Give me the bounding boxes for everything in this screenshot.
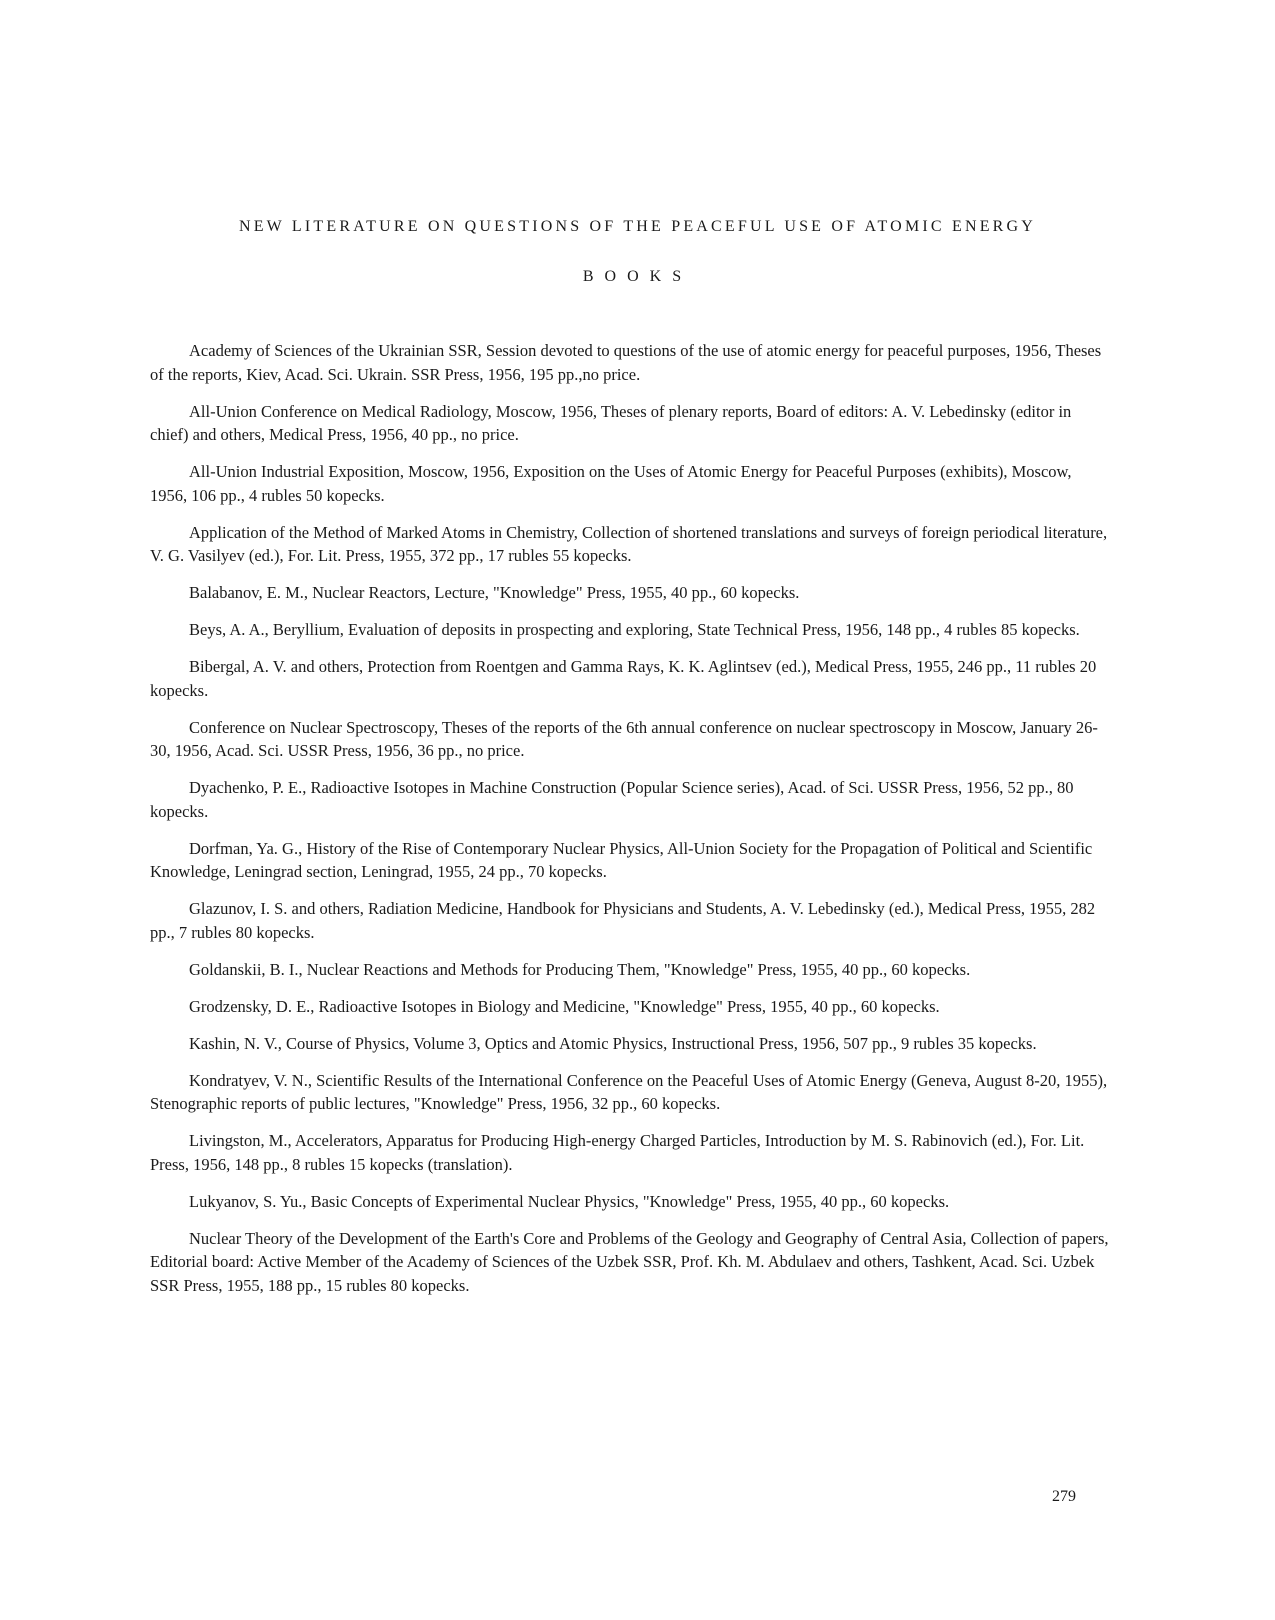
bibliography-entry: Bibergal, A. V. and others, Protection from Roentgen and Gamma Rays, K. K. Aglintsev (ed.), Medical Press, 1955, 246 pp., 11 rubles 20 kopecks. [150, 657, 1097, 700]
bibliography-entry: Application of the Method of Marked Atoms in Chemistry, Collection of shortened translations and surveys of foreign periodical literature, V. G. Vasilyev (ed.), For. Lit. Press, 1955, 372 pp., 17 rubles 55 kopecks. [150, 522, 1108, 565]
bibliography-entry: Academy of Sciences of the Ukrainian SSR, Session devoted to questions of the use of atomic energy for peaceful purposes, 1956, Theses of the reports, Kiev, Acad. Sci. Ukrain. SSR Press, 1956, 195 pp.,no price. [150, 341, 1102, 384]
bibliography-entry: Nuclear Theory of the Development of the Earth's Core and Problems of the Geology and Geography of Central Asia, Collection of papers, Editorial board: Active Member of the Academy of Sciences of the Uzbek SSR, Prof. Kh. M. Abdulaev and others, Tashkent, Acad. Sci. Uzbek SSR Press, 1955, 188 pp., 15 rubles 80 kopecks. [150, 1228, 1109, 1295]
bibliography-entry: Conference on Nuclear Spectroscopy, Theses of the reports of the 6th annual conference on nuclear spectroscopy in Moscow, January 26-30, 1956, Acad. Sci. USSR Press, 1956, 36 pp., no price. [150, 717, 1098, 760]
bibliography-entry: Lukyanov, S. Yu., Basic Concepts of Experimental Nuclear Physics, "Knowledge" Press, 1955, 40 pp., 60 kopecks. [189, 1191, 950, 1211]
bibliography-entry: Livingston, M., Accelerators, Apparatus for Producing High-energy Charged Particles, Introduction by M. S. Rabinovich (ed.), For. Lit. Press, 1956, 148 pp., 8 rubles 15 kopecks (translation). [150, 1131, 1085, 1174]
bibliography-entry: Goldanskii, B. I., Nuclear Reactions and Methods for Producing Them, "Knowledge" Press, 1955, 40 pp., 60 kopecks. [189, 959, 971, 979]
bibliography-entry: Beys, A. A., Beryllium, Evaluation of deposits in prospecting and exploring, State Technical Press, 1956, 148 pp., 4 rubles 85 kopecks. [189, 620, 1080, 639]
page-number: 279 [1052, 1488, 1076, 1505]
section-heading: BOOKS [582, 268, 693, 285]
bibliography-list [150, 339, 1110, 1311]
bibliography-entry: Kondratyev, V. N., Scientific Results of the International Conference on the Peaceful Uses of Atomic Energy (Geneva, August 8-20, 1955), Stenographic reports of public lectures, "Knowledge" Press, 1956, 32 pp., 60 kopecks. [150, 1070, 1108, 1113]
bibliography-entry: All-Union Conference on Medical Radiology, Moscow, 1956, Theses of plenary reports, Board of editors: A. V. Lebedinsky (editor in chief) and others, Medical Press, 1956, 40 pp., no price. [150, 401, 1072, 444]
bibliography-entry: All-Union Industrial Exposition, Moscow, 1956, Exposition on the Uses of Atomic Energy for Peaceful Purposes (exhibits), Moscow, 1956, 106 pp., 4 rubles 50 kopecks. [150, 462, 1072, 505]
bibliography-entry: Grodzensky, D. E., Radioactive Isotopes in Biology and Medicine, "Knowledge" Press, 1955, 40 pp., 60 kopecks. [189, 996, 940, 1016]
bibliography-entry: Balabanov, E. M., Nuclear Reactors, Lecture, "Knowledge" Press, 1955, 40 pp., 60 kopecks. [189, 583, 800, 602]
bibliography-entry: Kashin, N. V., Course of Physics, Volume 3, Optics and Atomic Physics, Instructional Press, 1956, 507 pp., 9 rubles 35 kopecks. [189, 1033, 1037, 1053]
bibliography-entry: Glazunov, I. S. and others, Radiation Medicine, Handbook for Physicians and Students, A. V. Lebedinsky (ed.), Medical Press, 1955, 282 pp., 7 rubles 80 kopecks. [150, 899, 1096, 942]
page-title: NEW LITERATURE ON QUESTIONS OF THE PEACEFUL USE OF ATOMIC ENERGY [238, 218, 1037, 235]
bibliography-entry: Dorfman, Ya. G., History of the Rise of Contemporary Nuclear Physics, All-Union Society for the Propagation of Political and Scientific Knowledge, Leningrad section, Leningrad, 1955, 24 pp., 70 kopecks. [150, 838, 1093, 881]
bibliography-entry: Dyachenko, P. E., Radioactive Isotopes in Machine Construction (Popular Science series), Acad. of Sci. USSR Press, 1956, 52 pp., 80 kopecks. [150, 778, 1074, 821]
